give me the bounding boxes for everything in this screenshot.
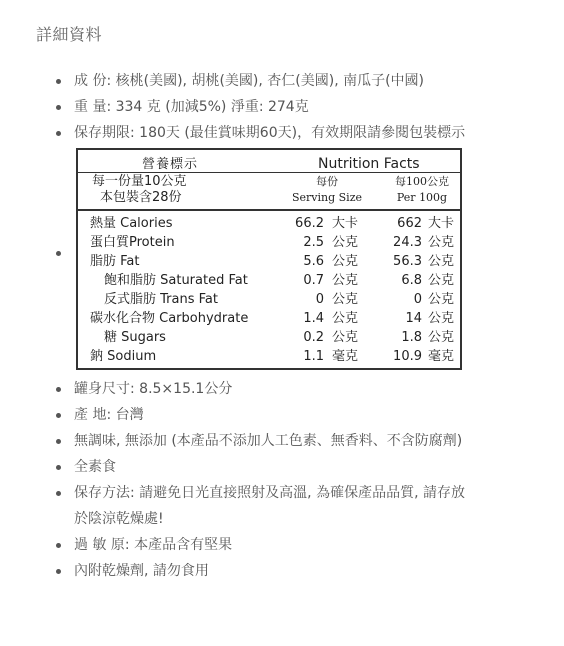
- value-per-serving: 0.7: [303, 273, 324, 288]
- value-per-100g: 662: [397, 216, 422, 231]
- column-header-per-serving-en: Serving Size: [291, 191, 363, 204]
- nutrition-row-trans-fat: [78, 290, 460, 309]
- unit-per-serving: 公克: [332, 273, 359, 288]
- column-header-per-100g-zh: 每100公克: [395, 175, 449, 188]
- servings-per-package-text: 本包裝含28份: [100, 190, 182, 205]
- nutrient-label: 鈉 Sodium: [90, 349, 157, 364]
- unit-per-serving: 公克: [332, 311, 359, 326]
- nutrition-title-en: Nutrition Facts: [318, 156, 420, 172]
- nutrient-label: 蛋白質Protein: [90, 235, 175, 250]
- list-item-can-size: 罐身尺寸: 8.5×15.1公分: [56, 376, 476, 402]
- value-per-100g: 10.9: [393, 349, 422, 364]
- value-per-100g: 1.8: [401, 330, 422, 345]
- list-item-no-additives: 無調味, 無添加 (本產品不添加人工色素、無香料、不含防腐劑): [56, 428, 476, 454]
- value-per-serving: 2.5: [303, 235, 324, 250]
- value-per-100g: 24.3: [393, 235, 422, 250]
- nutrition-row-saturated-fat: [78, 271, 460, 290]
- serving-size-text: 每一份量10公克: [92, 174, 187, 189]
- nutrition-row-calories: [78, 214, 460, 233]
- value-per-100g: 6.8: [401, 273, 422, 288]
- value-per-serving: 5.6: [303, 254, 324, 269]
- list-item-allergen: 過 敏 原: 本產品含有堅果: [56, 532, 476, 558]
- unit-per-serving: 大卡: [332, 216, 359, 231]
- list-item-origin: 產 地: 台灣: [56, 402, 476, 428]
- column-header-per-serving-zh: 每份: [316, 175, 338, 188]
- value-per-serving: 1.4: [303, 311, 324, 326]
- list-item-nutrition: [56, 146, 476, 374]
- unit-per-serving: 毫克: [332, 349, 359, 364]
- unit-per-100g: 公克: [428, 330, 455, 345]
- nutrition-facts-table: [76, 148, 462, 370]
- unit-per-serving: 公克: [332, 235, 359, 250]
- section-heading: 詳細資料: [36, 25, 103, 44]
- nutrition-row-sodium: [78, 347, 460, 366]
- unit-per-serving: 公克: [332, 330, 359, 345]
- unit-per-serving: 公克: [332, 292, 359, 307]
- value-per-serving: 1.1: [303, 349, 324, 364]
- value-per-serving: 66.2: [295, 216, 324, 231]
- list-item-weight: 重 量: 334 克 (加減5%) 淨重: 274克: [56, 94, 476, 120]
- value-per-serving: 0.2: [303, 330, 324, 345]
- serving-info-row: [78, 173, 460, 211]
- unit-per-100g: 公克: [428, 273, 455, 288]
- unit-per-100g: 公克: [428, 235, 455, 250]
- nutrition-rows: [78, 214, 460, 366]
- nutrition-header: [78, 150, 460, 173]
- unit-per-serving: 公克: [332, 254, 359, 269]
- list-item-shelf-life: 保存期限: 180天 (最佳賞味期60天)，有效期限請參閱包裝標示: [56, 120, 476, 146]
- list-item-ingredients: 成 份: 核桃(美國), 胡桃(美國), 杏仁(美國), 南瓜子(中國): [56, 68, 476, 94]
- list-item-vegetarian: 全素食: [56, 454, 476, 480]
- nutrition-row-carbohydrate: [78, 309, 460, 328]
- nutrition-title-zh: 營養標示: [142, 157, 199, 172]
- column-header-per-serving: [290, 174, 364, 206]
- nutrient-label: 反式脂肪 Trans Fat: [104, 292, 218, 307]
- unit-per-100g: 毫克: [428, 349, 455, 364]
- nutrition-row-protein: [78, 233, 460, 252]
- value-per-serving: 0: [315, 292, 324, 307]
- nutrient-label: 飽和脂肪 Saturated Fat: [104, 273, 248, 288]
- nutrient-label: 脂肪 Fat: [90, 254, 140, 269]
- unit-per-100g: 大卡: [428, 216, 455, 231]
- unit-per-100g: 公克: [428, 292, 455, 307]
- nutrient-label: 熱量 Calories: [90, 216, 173, 231]
- unit-per-100g: 公克: [428, 254, 455, 269]
- nutrient-label: 碳水化合物 Carbohydrate: [90, 311, 249, 326]
- list-item-storage: 保存方法: 請避免日光直接照射及高溫, 為確保產品品質, 請存放於陰涼乾燥處!: [56, 480, 476, 532]
- column-header-per-100g-en: Per 100g: [396, 191, 448, 204]
- list-item-desiccant: 內附乾燥劑, 請勿食用: [56, 558, 476, 584]
- value-per-100g: 14: [405, 311, 422, 326]
- nutrient-label: 糖 Sugars: [104, 330, 166, 345]
- column-header-per-100g: [384, 174, 460, 206]
- nutrition-row-fat: [78, 252, 460, 271]
- nutrition-row-sugars: [78, 328, 460, 347]
- value-per-100g: 0: [413, 292, 422, 307]
- detail-list: [56, 68, 476, 584]
- value-per-100g: 56.3: [393, 254, 422, 269]
- unit-per-100g: 公克: [428, 311, 455, 326]
- serving-info: [92, 174, 187, 206]
